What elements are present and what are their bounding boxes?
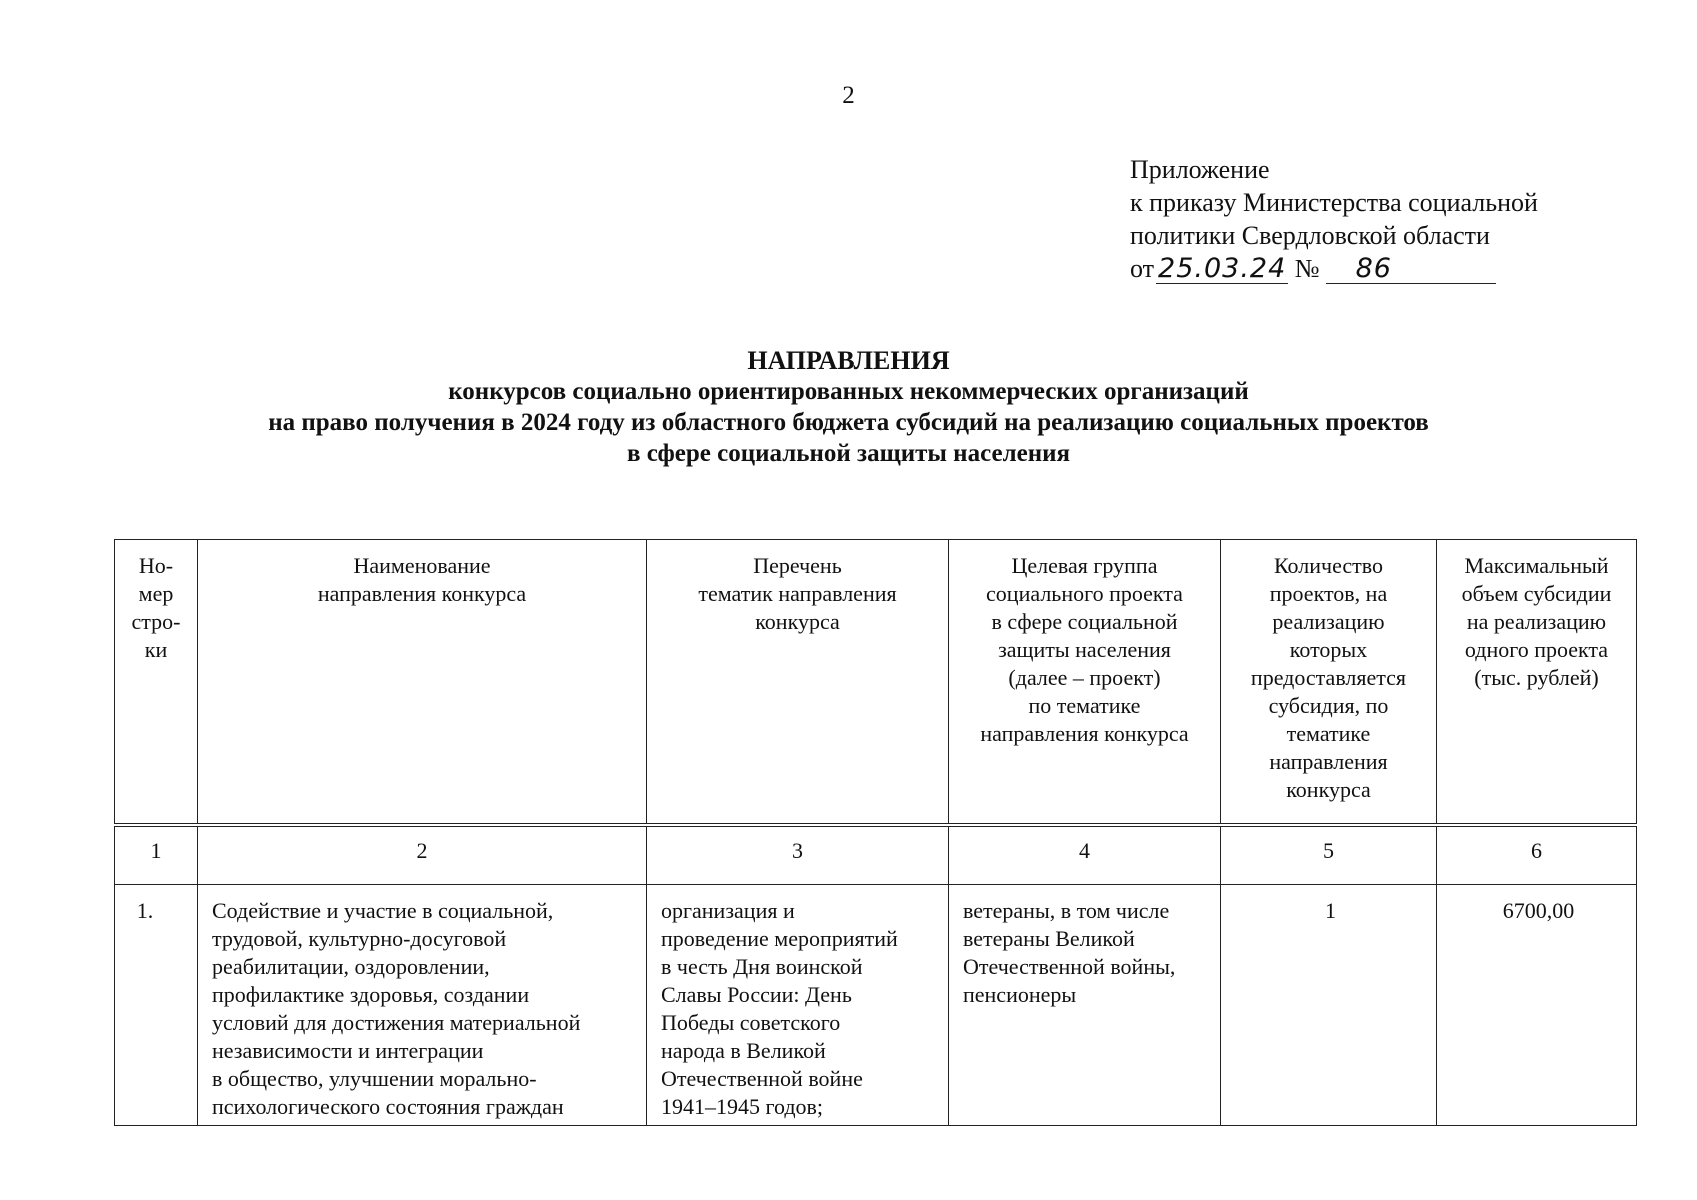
- target-group-line: ветераны Великой: [963, 926, 1135, 951]
- direction-name-line: психологического состояния граждан: [212, 1094, 564, 1119]
- header-text-line: социального проекта: [986, 581, 1183, 606]
- directions-table: [114, 539, 1637, 1126]
- header-text-line: Максимальный: [1464, 553, 1609, 578]
- target-group-line: Отечественной войны,: [963, 954, 1176, 979]
- header-text-line: стро-: [131, 609, 181, 634]
- target-group-line: ветераны, в том числе: [963, 898, 1170, 923]
- header-text-line: Целевая группа: [1011, 553, 1158, 578]
- header-text-line: конкурса: [1286, 777, 1371, 802]
- header-text-line: конкурса: [755, 609, 840, 634]
- header-text-line: (тыс. рублей): [1474, 665, 1599, 690]
- direction-name-line: условий для достижения материальной: [212, 1010, 581, 1035]
- header-text-line: которых: [1289, 637, 1368, 662]
- title-line-2: конкурсов социально ориентированных некоммерческих организаций: [448, 378, 1249, 405]
- direction-name: [198, 885, 647, 1126]
- header-target-group: [949, 540, 1221, 826]
- header-row: [115, 540, 1637, 826]
- appendix-line-2: к приказу Министерства социальной: [1130, 188, 1538, 217]
- title-line-3: на право получения в 2024 году из областного бюджета субсидий на реализацию социальных проектов: [268, 409, 1429, 436]
- header-text-line: (далее – проект): [1008, 665, 1161, 690]
- page-number: 2: [842, 82, 855, 109]
- appendix-block: [1130, 153, 1650, 285]
- topics-list-line: в честь Дня воинской: [661, 954, 863, 979]
- header-text-line: направления: [1269, 749, 1388, 774]
- topics-list-line: проведение мероприятий: [661, 926, 898, 951]
- header-text-line: направления конкурса: [980, 721, 1189, 746]
- header-text-line: Количество: [1273, 553, 1384, 578]
- header-text-line: ки: [144, 637, 168, 662]
- target-group: [949, 885, 1221, 1126]
- direction-name-line: реабилитации, оздоровлении,: [212, 954, 490, 979]
- handwritten-date: 25.03.24: [1158, 253, 1287, 284]
- column-number: 2: [198, 825, 647, 885]
- header-text-line: объем субсидии: [1461, 581, 1612, 606]
- max-subsidy: 6700,00: [1437, 885, 1637, 1126]
- header-topics-list: [647, 540, 949, 826]
- topics-list-line: 1941–1945 годов;: [661, 1094, 824, 1119]
- row-number: 1.: [115, 885, 198, 1126]
- header-text-line: мер: [138, 581, 174, 606]
- date-prefix: от: [1130, 254, 1155, 283]
- handwritten-number: 86: [1326, 255, 1496, 284]
- appendix-line-1: Приложение: [1130, 155, 1270, 184]
- topics-list-line: Отечественной войне: [661, 1066, 863, 1091]
- header-text-line: субсидия, по: [1268, 693, 1389, 718]
- header-text-line: тематик направления: [698, 581, 897, 606]
- header-text-line: Перечень: [753, 553, 842, 578]
- direction-name-line: трудовой, культурно-досуговой: [212, 926, 507, 951]
- header-projects-count: [1221, 540, 1437, 826]
- direction-name-line: в общество, улучшении морально-: [212, 1066, 537, 1091]
- header-direction-name: [198, 540, 647, 826]
- direction-name-line: независимости и интеграции: [212, 1038, 484, 1063]
- topics-list: [647, 885, 949, 1126]
- header-text-line: направления конкурса: [317, 581, 527, 606]
- table-row: [115, 885, 1637, 1126]
- number-prefix: №: [1294, 254, 1320, 283]
- column-number: 4: [949, 825, 1221, 885]
- header-text-line: реализацию: [1272, 609, 1385, 634]
- column-number: 3: [647, 825, 949, 885]
- column-number-row: [115, 825, 1637, 885]
- header-text-line: тематике: [1286, 721, 1371, 746]
- projects-count: 1: [1221, 885, 1437, 1126]
- header-max-subsidy: [1437, 540, 1637, 826]
- topics-list-line: Славы России: День: [661, 982, 852, 1007]
- direction-name-line: Содействие и участие в социальной,: [212, 898, 554, 923]
- target-group-line: пенсионеры: [963, 982, 1077, 1007]
- document-title: [0, 345, 1697, 469]
- header-text-line: на реализацию: [1466, 609, 1607, 634]
- appendix-line-3: политики Свердловской области: [1130, 221, 1490, 250]
- header-text-line: Наименование: [353, 553, 491, 578]
- direction-name-line: профилактике здоровья, создании: [212, 982, 530, 1007]
- header-text-line: предоставляется: [1250, 665, 1407, 690]
- title-line-4: в сфере социальной защиты населения: [626, 440, 1071, 467]
- header-text-line: Но-: [138, 553, 174, 578]
- topics-list-line: организация и: [661, 898, 795, 923]
- header-text-line: одного проекта: [1464, 637, 1609, 662]
- header-text-line: проектов, на: [1269, 581, 1388, 606]
- topics-list-line: Победы советского: [661, 1010, 841, 1035]
- header-row-number: [115, 540, 198, 826]
- header-text-line: защиты населения: [998, 637, 1171, 662]
- column-number: 1: [115, 825, 198, 885]
- column-number: 6: [1437, 825, 1637, 885]
- header-text-line: в сфере социальной: [991, 609, 1178, 634]
- appendix-date-line: [1130, 252, 1650, 285]
- topics-list-line: народа в Великой: [661, 1038, 826, 1063]
- column-number: 5: [1221, 825, 1437, 885]
- title-line-1: НАПРАВЛЕНИЯ: [747, 346, 950, 375]
- header-text-line: по тематике: [1028, 693, 1141, 718]
